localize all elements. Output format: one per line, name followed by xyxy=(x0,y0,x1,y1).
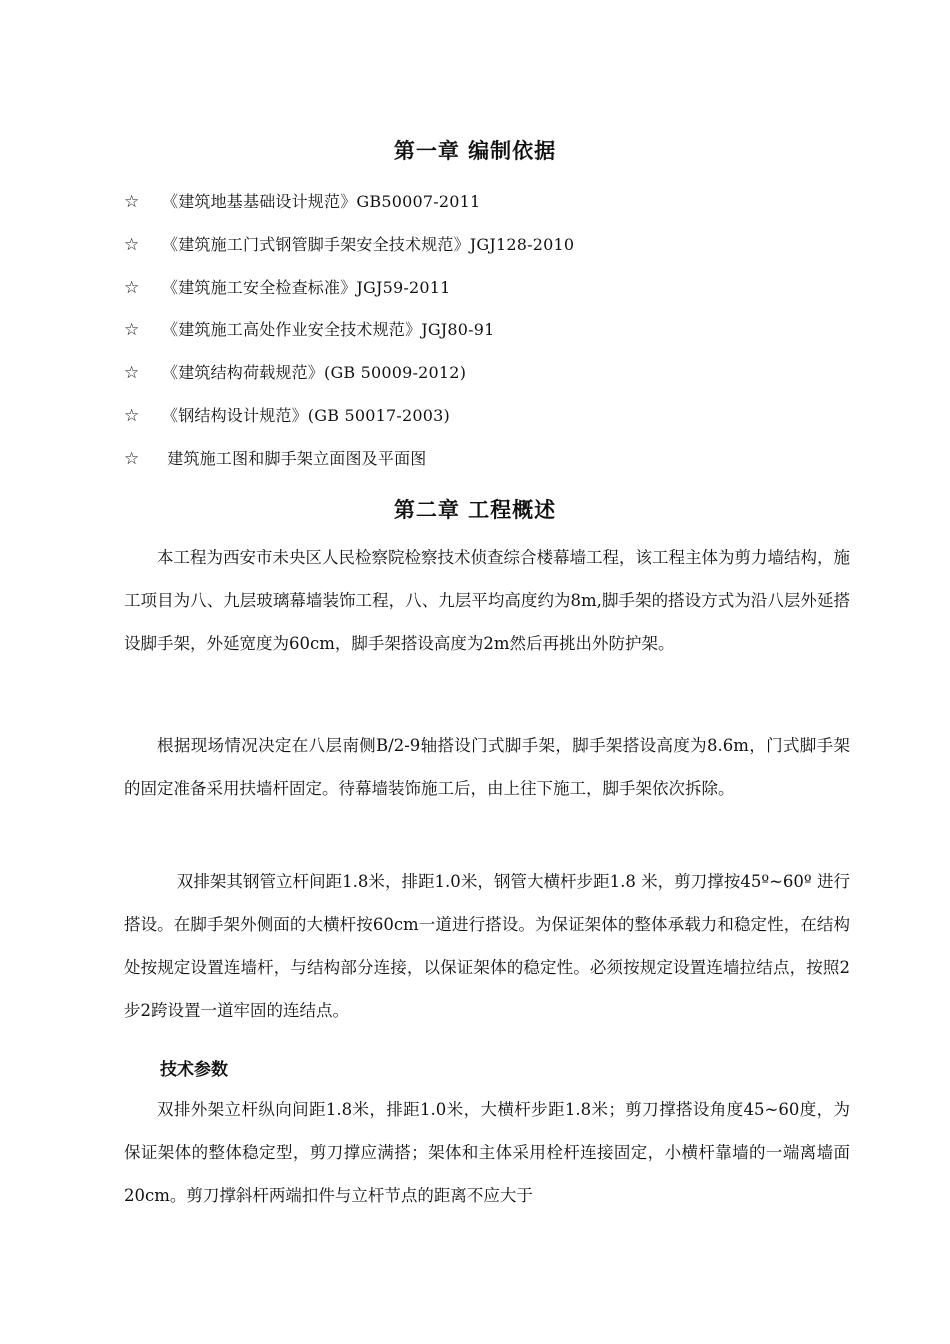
star-icon: ☆ xyxy=(124,320,140,340)
reference-text: 《建筑结构荷载规范》(GB 50009-2012) xyxy=(162,363,467,382)
star-icon: ☆ xyxy=(124,449,140,469)
reference-item xyxy=(124,403,450,426)
tech-params-paragraph: 双排外架立杆纵向间距1.8米，排距1.0米，大横杆步距1.8米；剪刀撑搭设角度45~60度，为保证架体的整体稳定型，剪刀撑应满搭；架体和主体采用栓杆连接固定，小横杆靠墙的一端离墙面20cm。剪刀撑斜杆两端扣件与立杆节点的距离不应大于 xyxy=(124,1100,850,1205)
star-icon: ☆ xyxy=(124,192,140,212)
reference-text: 《建筑施工门式钢管脚手架安全技术规范》JGJ128-2010 xyxy=(162,235,575,254)
reference-item xyxy=(124,317,495,340)
tech-params-heading: 技术参数 xyxy=(160,1060,228,1080)
star-icon: ☆ xyxy=(124,363,140,383)
star-icon: ☆ xyxy=(124,406,140,426)
reference-text: 《建筑施工安全检查标准》JGJ59-2011 xyxy=(162,278,451,297)
chapter2-title: 第二章 工程概述 xyxy=(393,498,557,522)
reference-item xyxy=(124,360,466,383)
reference-text: 《建筑地基基础设计规范》GB50007-2011 xyxy=(162,192,481,211)
reference-item xyxy=(124,189,480,212)
chapter1-title: 第一章 编制依据 xyxy=(393,139,557,163)
overview-paragraph: 根据现场情况决定在八层南侧B/2-9轴搭设门式脚手架，脚手架搭设高度为8.6m，门式脚手架的固定准备采用扶墙杆固定。待幕墙装饰施工后，由上往下施工，脚手架依次拆除。 xyxy=(124,736,850,798)
reference-text: 建筑施工图和脚手架立面图及平面图 xyxy=(162,449,427,468)
reference-item xyxy=(124,232,574,255)
overview-paragraph: 本工程为西安市未央区人民检察院检察技术侦查综合楼幕墙工程，该工程主体为剪力墙结构，施工项目为八、九层玻璃幕墙装饰工程，八、九层平均高度约为8m,脚手架的搭设方式为沿八层外延搭设脚手架，外延宽度为60cm，脚手架搭设高度为2m然后再挑出外防护架。 xyxy=(124,548,850,653)
reference-text: 《钢结构设计规范》(GB 50017-2003) xyxy=(162,406,450,425)
star-icon: ☆ xyxy=(124,235,140,255)
star-icon: ☆ xyxy=(124,278,140,298)
reference-item xyxy=(124,446,427,469)
reference-text: 《建筑施工高处作业安全技术规范》JGJ80-91 xyxy=(162,320,495,339)
reference-item xyxy=(124,275,451,298)
overview-paragraph: 双排架其钢管立杆间距1.8米，排距1.0米，钢管大横杆步距1.8 米，剪刀撑按45º~60º 进行搭设。在脚手架外侧面的大横杆按60cm一道进行搭设。为保证架体的整体承载力和稳定性，在结构处按规定设置连墙杆，与结构部分连接，以保证架体的稳定性。必须按规定设置连墙拉结点，按照2步2跨设置一道牢固的连结点。 xyxy=(124,872,850,1020)
